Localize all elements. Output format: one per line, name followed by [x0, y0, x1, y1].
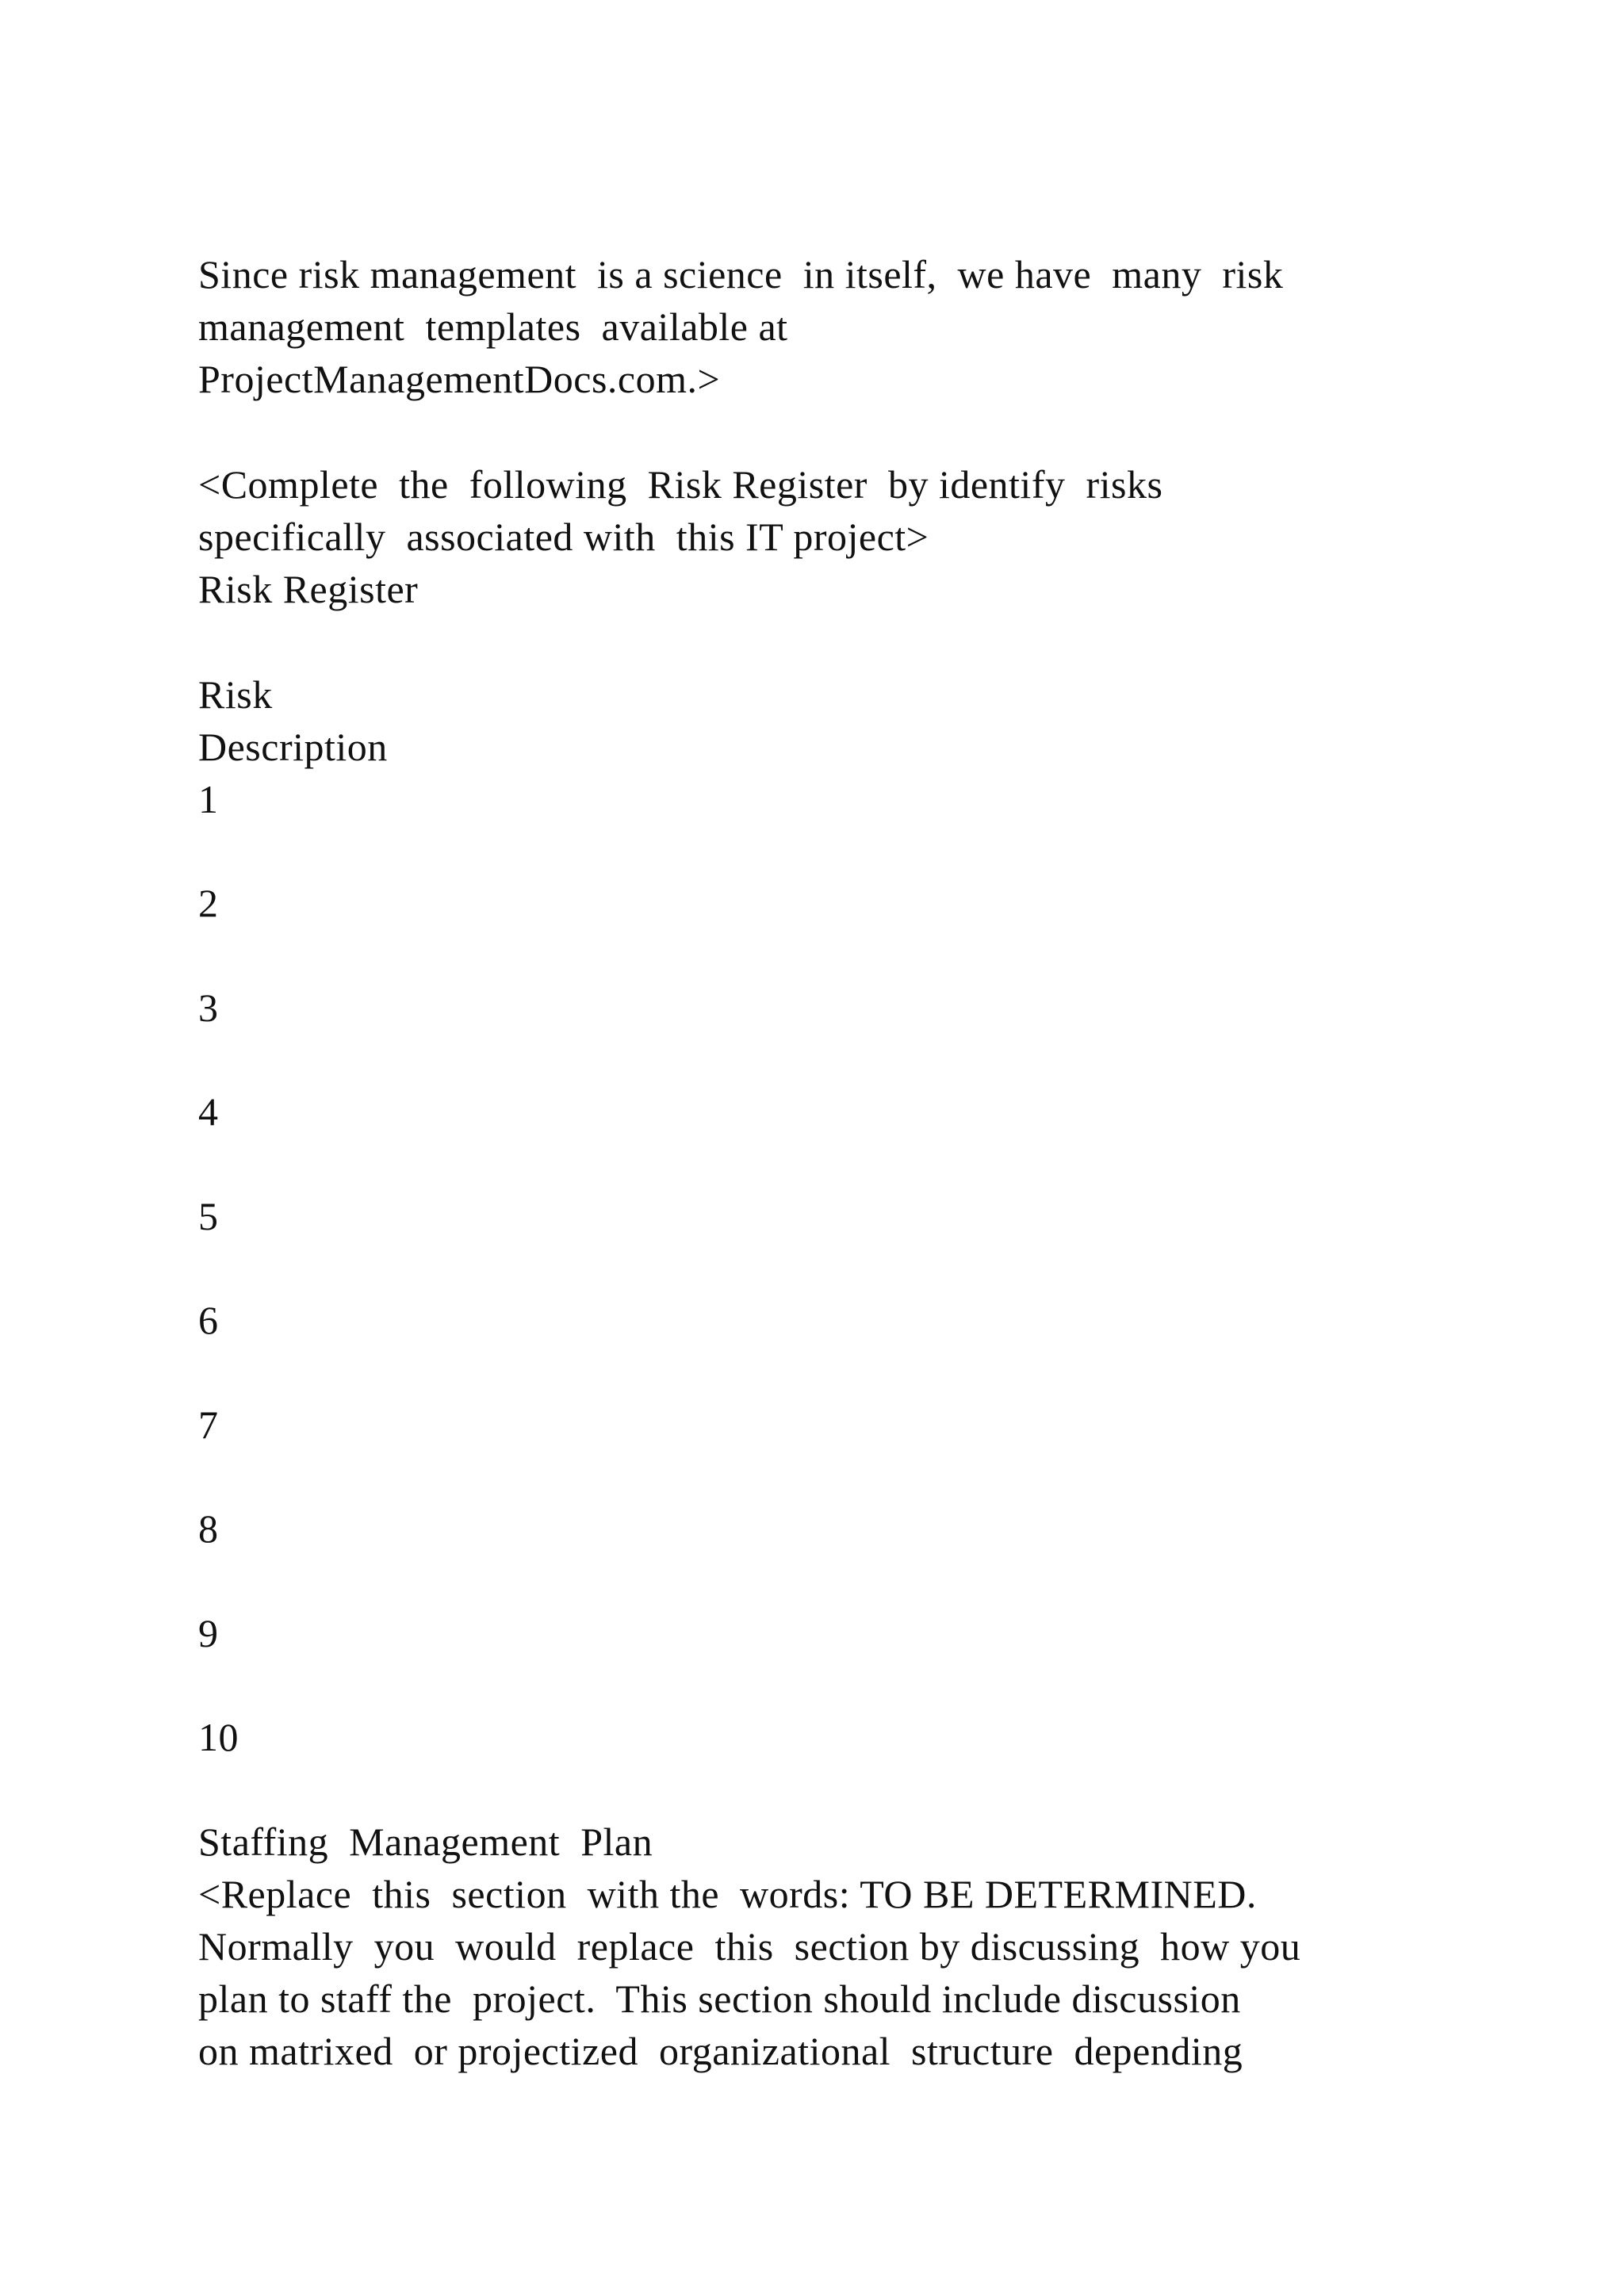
risk-register-title: Risk Register [198, 567, 419, 611]
staffing-line-4: on matrixed or projectized organizational structure depending [198, 2029, 1243, 2073]
table-header-risk: Risk [198, 672, 273, 717]
risk-row-number: 6 [198, 1298, 219, 1342]
staffing-line-3: plan to staff the project. This section should include discussion [198, 1976, 1241, 2021]
intro-line-2: management templates available at [198, 304, 788, 349]
risk-row-number: 10 [198, 1715, 239, 1759]
instruction-line-1: <Complete the following Risk Register by identify risks [198, 462, 1163, 507]
risk-row-number: 8 [198, 1506, 219, 1551]
risk-row-number: 9 [198, 1611, 219, 1655]
staffing-line-2: Normally you would replace this section by discussing how you [198, 1924, 1301, 1969]
risk-row-number: 2 [198, 881, 219, 925]
risk-row-number: 3 [198, 985, 219, 1030]
staffing-plan-title: Staffing Management Plan [198, 1820, 653, 1864]
table-header-description: Description [198, 725, 388, 769]
risk-row-number: 5 [198, 1194, 219, 1238]
intro-line-3: ProjectManagementDocs.com.> [198, 357, 721, 401]
intro-line-1: Since risk management is a science in itself, we have many risk [198, 252, 1284, 297]
risk-row-number: 1 [198, 777, 219, 821]
instruction-line-2: specifically associated with this IT project> [198, 515, 929, 559]
risk-row-number: 4 [198, 1089, 219, 1134]
staffing-line-1: <Replace this section with the words: TO BE DETERMINED. [198, 1872, 1257, 1916]
risk-row-number: 7 [198, 1402, 219, 1447]
